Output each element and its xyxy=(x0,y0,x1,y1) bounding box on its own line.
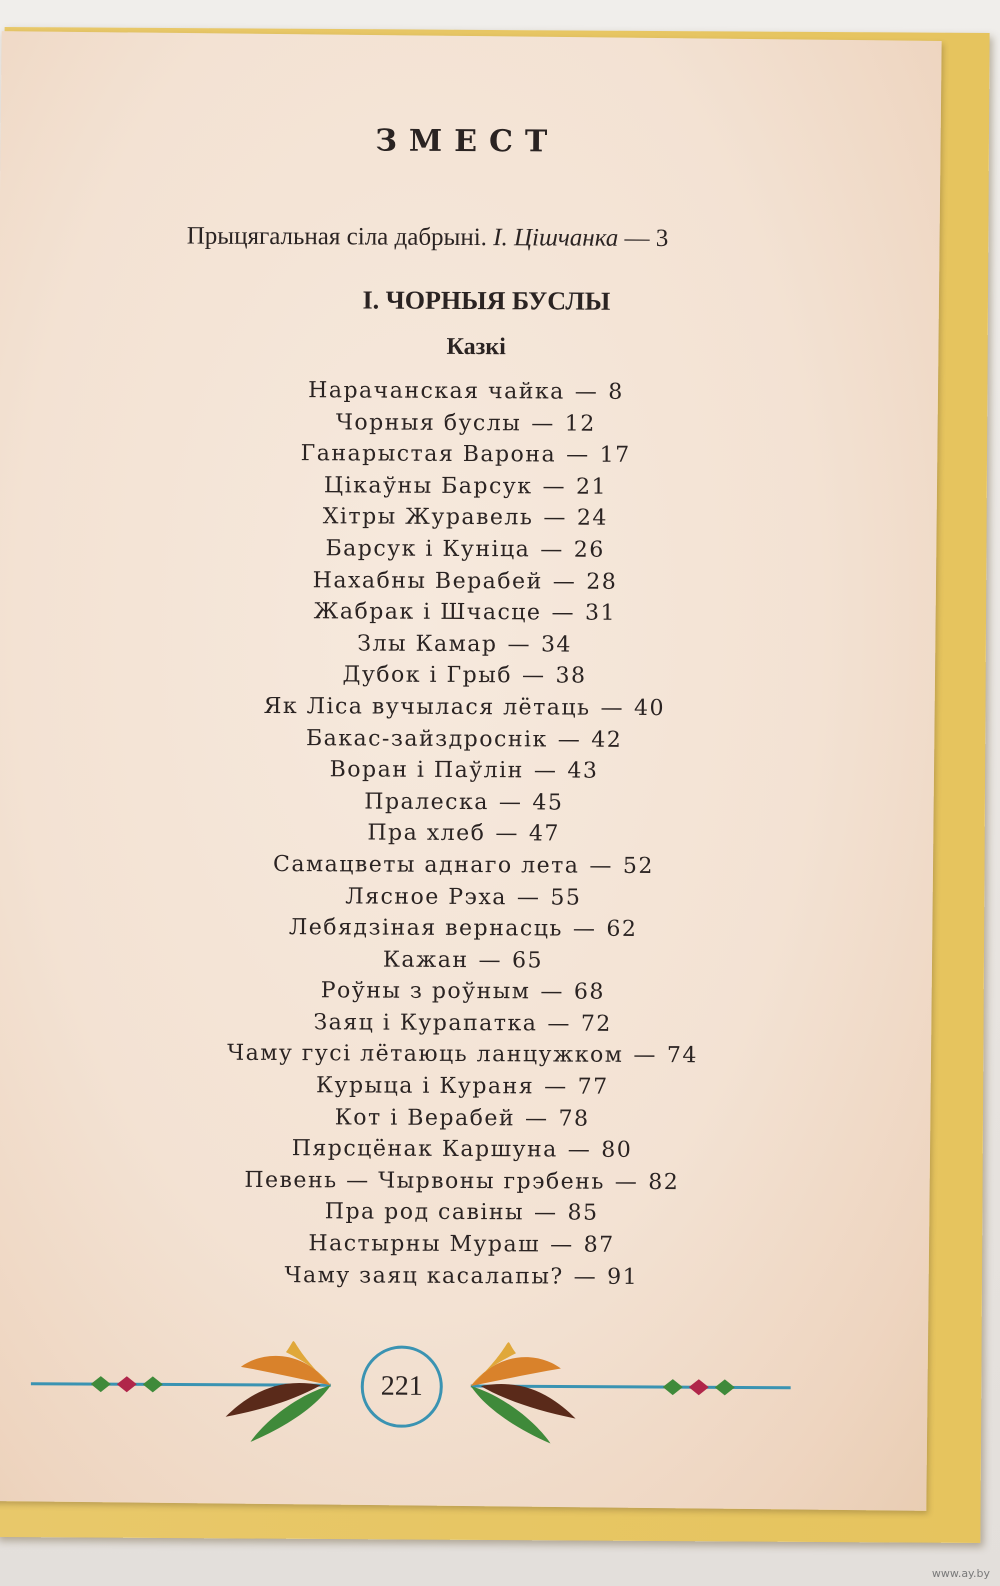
toc-entry-dash: — xyxy=(498,789,523,816)
toc-entry-title: Нарачанская чайка xyxy=(308,378,565,405)
toc-entry-dash: — xyxy=(573,1264,598,1290)
toc-entry xyxy=(0,1258,931,1295)
toc-entry-title: Ганарыстая Варона xyxy=(300,441,557,468)
toc-entry xyxy=(0,974,933,1011)
toc-entry-dash: — xyxy=(574,379,599,405)
toc-entry-dash: — xyxy=(552,569,577,595)
toc-entry xyxy=(0,879,933,916)
toc-entry xyxy=(0,532,935,569)
toc-entry-page: 78 xyxy=(558,1106,590,1132)
preface-text: Прыцягальная сіла дабрыні. xyxy=(186,222,488,252)
toc-entry xyxy=(0,721,934,758)
toc-entry-dash: — xyxy=(557,727,582,753)
toc-entry xyxy=(0,1195,932,1232)
toc-entry-title: Чаму заяц касалапы? xyxy=(284,1262,564,1290)
toc-entry-dash: — xyxy=(525,1105,549,1132)
toc-entry-dash: — xyxy=(547,1011,571,1037)
preface-page: 3 xyxy=(655,224,669,253)
toc-entry-title: Жабрак і Шчасце xyxy=(313,599,542,626)
toc-entry-page: 47 xyxy=(528,821,561,847)
toc-entry-dash: — xyxy=(566,442,590,468)
toc-entry-title: Пра хлеб xyxy=(367,820,486,847)
toc-entry-page: 21 xyxy=(575,474,608,500)
preface-author: І. Цішчанка xyxy=(493,224,619,252)
toc-entry-title: Певень — Чырвоны грэбень xyxy=(244,1167,605,1195)
toc-entry-page: 52 xyxy=(622,853,655,879)
toc-entry-page: 31 xyxy=(584,600,617,626)
book-page xyxy=(0,31,942,1511)
toc-entry-dash: — xyxy=(572,916,597,942)
preface-dash: — xyxy=(624,224,650,252)
diamond-beads-right xyxy=(663,1379,735,1395)
toc-entry-dash: — xyxy=(550,1232,574,1258)
toc-entry-title: Лебядзіная вернасць xyxy=(288,915,563,942)
toc-entry-dash: — xyxy=(495,821,520,847)
toc-entry xyxy=(0,595,935,632)
toc-entry-dash: — xyxy=(516,884,541,910)
toc-entry-title: Курыца і Кураня xyxy=(316,1073,535,1100)
toc-entry-page: 8 xyxy=(608,379,624,405)
page-number: 221 xyxy=(361,1345,443,1427)
toc-entry-title: Кажан xyxy=(382,947,469,973)
toc-entry-dash: — xyxy=(540,537,564,563)
toc-entry-page: 85 xyxy=(567,1200,599,1227)
toc-entry-dash: — xyxy=(600,695,625,721)
toc-entry-dash: — xyxy=(543,505,567,531)
toc-entry-page: 28 xyxy=(586,569,618,595)
toc-entry-title: Дубок і Грыб xyxy=(342,662,513,689)
toc-entry-title: Лясное Рэха xyxy=(345,883,507,910)
toc-entry-dash: — xyxy=(507,631,532,658)
toc-entry-dash: — xyxy=(521,663,546,689)
toc-list xyxy=(0,374,936,1295)
toc-entry-title: Воран і Паўлін xyxy=(329,757,524,784)
toc-entry xyxy=(0,816,934,853)
diamond-beads-left xyxy=(91,1376,163,1392)
toc-entry xyxy=(0,753,934,790)
toc-entry xyxy=(0,1100,932,1137)
toc-entry-title: Кот і Верабей xyxy=(334,1104,516,1131)
toc-entry-page: 24 xyxy=(576,505,608,532)
toc-entry-title: Барсук і Куніца xyxy=(325,536,531,563)
toc-entry xyxy=(0,563,935,600)
toc-entry xyxy=(0,405,936,442)
toc-entry xyxy=(0,1132,932,1169)
toc-entry xyxy=(0,626,935,663)
toc-entry-page: 45 xyxy=(532,790,564,816)
toc-entry xyxy=(0,1037,933,1074)
toc-entry-title: Злы Камар xyxy=(357,631,498,657)
toc-entry xyxy=(0,500,935,537)
toc-entry xyxy=(0,1163,932,1200)
leaf-cluster-right xyxy=(470,1342,576,1444)
toc-entry xyxy=(0,847,934,884)
toc-entry xyxy=(0,1227,932,1264)
toc-entry-dash: — xyxy=(551,600,576,626)
preface-line xyxy=(187,223,669,254)
toc-entry-dash: — xyxy=(478,947,503,973)
toc-entry-dash: — xyxy=(544,1074,568,1100)
toc-entry-page: 55 xyxy=(550,884,582,911)
toc-entry-title: Настырны Мураш xyxy=(308,1231,541,1258)
toc-entry-dash: — xyxy=(614,1169,639,1195)
toc-entry-title: Нахабны Верабей xyxy=(312,567,543,594)
toc-entry xyxy=(0,437,936,474)
toc-entry-page: 65 xyxy=(512,947,544,974)
toc-entry-title: Заяц і Курапатка xyxy=(313,1010,538,1037)
toc-entry-dash: — xyxy=(540,979,565,1005)
toc-entry-page: 43 xyxy=(567,758,599,784)
toc-entry-title: Пра род савіны xyxy=(324,1199,525,1226)
toc-entry-dash: — xyxy=(633,1043,657,1069)
toc-entry-page: 72 xyxy=(580,1011,612,1037)
toc-entry-page: 74 xyxy=(666,1043,698,1069)
toc-entry-page: 12 xyxy=(564,411,596,437)
toc-entry xyxy=(0,911,933,948)
page-title: ЗМЕСТ xyxy=(375,123,560,160)
toc-entry-dash: — xyxy=(533,758,558,784)
toc-entry xyxy=(0,942,933,979)
toc-entry xyxy=(0,658,935,695)
toc-entry-title: Бакас-зайздроснік xyxy=(305,725,548,752)
toc-entry-title: Самацветы аднаго лета xyxy=(272,851,580,879)
toc-entry-page: 17 xyxy=(599,442,631,469)
toc-entry-title: Чаму гусі лётаюць ланцужком xyxy=(227,1041,624,1069)
toc-entry xyxy=(0,374,936,411)
leaf-cluster-left xyxy=(225,1341,331,1443)
toc-entry-page: 82 xyxy=(648,1169,680,1195)
toc-entry-page: 87 xyxy=(583,1232,615,1258)
toc-entry xyxy=(0,689,934,726)
toc-entry-page: 62 xyxy=(606,916,638,943)
toc-entry-title: Цікаўны Барсук xyxy=(323,473,533,500)
toc-entry-dash: — xyxy=(567,1137,592,1163)
toc-entry-title: Хітры Журавель xyxy=(322,504,534,531)
subsection-heading: Казкі xyxy=(446,333,506,361)
toc-entry-dash: — xyxy=(534,1200,558,1226)
toc-entry-dash: — xyxy=(531,410,555,437)
toc-entry-title: Пярсцёнак Каршуна xyxy=(291,1136,558,1163)
toc-entry-title: Пралеска xyxy=(364,789,489,815)
toc-entry xyxy=(0,1069,932,1106)
toc-entry-page: 42 xyxy=(591,727,623,753)
toc-entry-dash: — xyxy=(542,474,567,500)
toc-entry xyxy=(0,784,934,821)
toc-entry-page: 77 xyxy=(577,1074,609,1100)
section-heading: І. ЧОРНЫЯ БУСЛЫ xyxy=(362,285,611,316)
page-content xyxy=(0,34,938,1509)
toc-entry-page: 26 xyxy=(573,537,605,563)
toc-entry-title: Роўны з роўным xyxy=(320,978,531,1005)
toc-entry-dash: — xyxy=(589,853,614,879)
footer-ornament xyxy=(30,1336,791,1450)
toc-entry-title: Чорныя буслы xyxy=(335,409,522,436)
toc-entry-page: 38 xyxy=(555,663,587,689)
toc-entry-page: 34 xyxy=(540,632,573,658)
toc-entry xyxy=(0,468,936,505)
toc-entry-page: 68 xyxy=(573,979,606,1006)
toc-entry-page: 91 xyxy=(607,1264,639,1290)
toc-entry xyxy=(0,1005,933,1042)
toc-entry-page: 80 xyxy=(601,1137,633,1164)
watermark: www.ay.by xyxy=(931,1567,990,1580)
toc-entry-page: 40 xyxy=(633,695,666,721)
toc-entry-title: Як Ліса вучылася лётаць xyxy=(263,693,591,721)
